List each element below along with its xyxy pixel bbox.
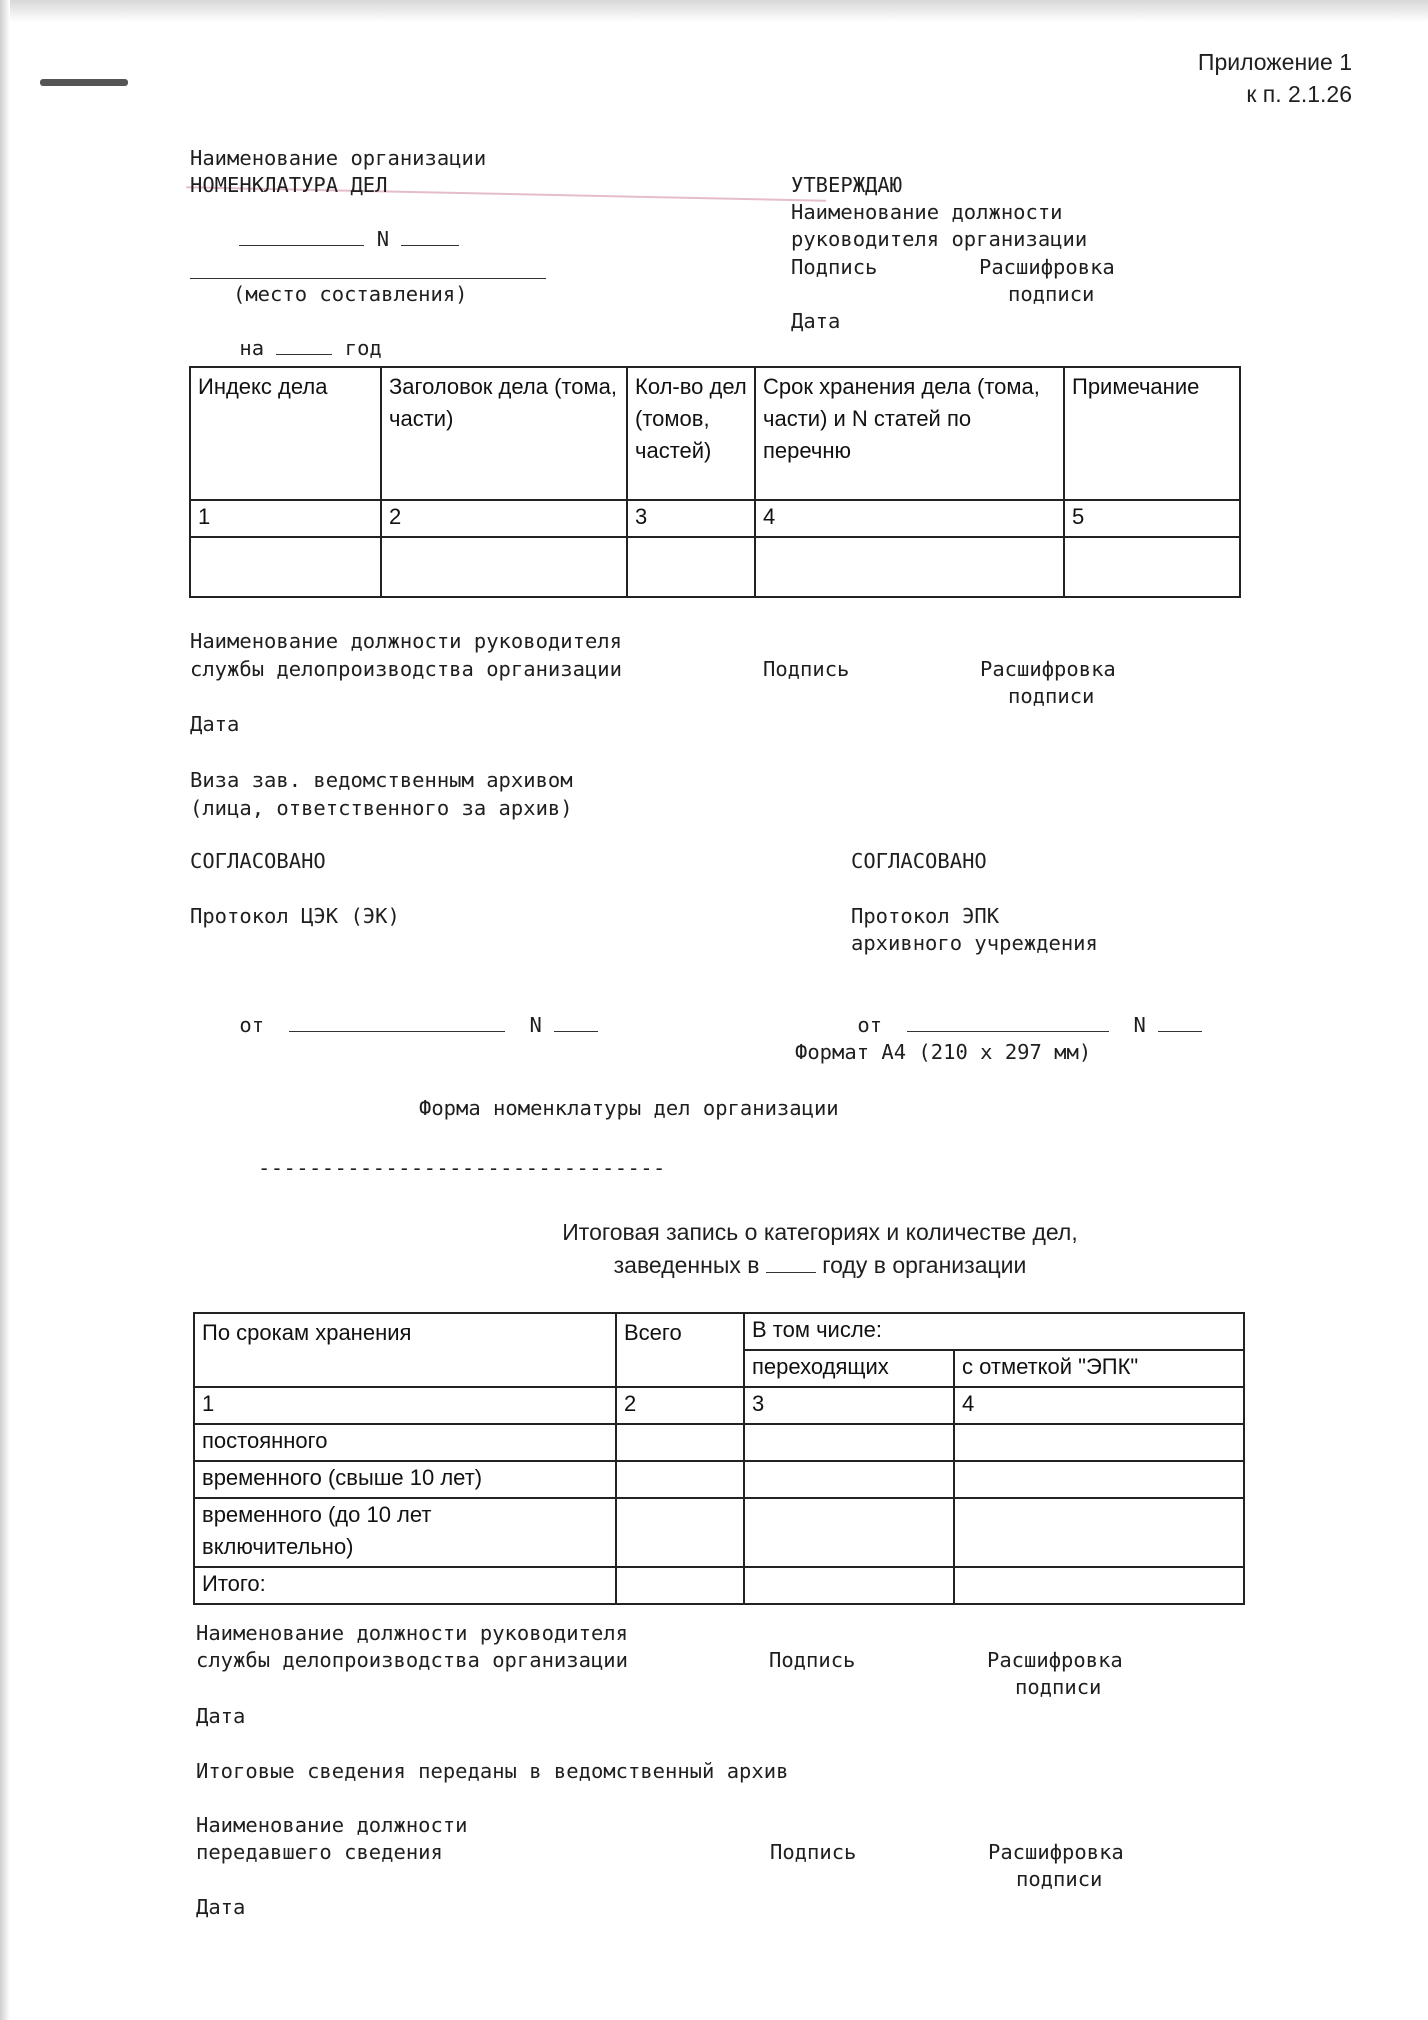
empty-cell	[954, 1498, 1244, 1567]
number-cell: 2	[381, 500, 627, 537]
doc-number-blank	[401, 227, 459, 246]
empty-cell	[954, 1461, 1244, 1498]
approval-title: УТВЕРЖДАЮ	[791, 173, 903, 197]
summary-title-suffix: году в организации	[822, 1252, 1027, 1278]
dashed-separator: --------------------------------	[258, 1156, 666, 1180]
signoff2-line-1: Наименование должности руководителя	[196, 1621, 628, 1645]
summary-header-row	[194, 1313, 1244, 1350]
org-name: Наименование организации	[190, 146, 487, 170]
empty-cell	[744, 1424, 954, 1461]
doc-title: НОМЕНКЛАТУРА ДЕЛ	[190, 173, 388, 197]
visa-line-1: Виза зав. ведомственным архивом	[190, 768, 573, 792]
number-cell: 1	[190, 500, 381, 537]
summary-table	[193, 1312, 1245, 1605]
number-sign: N	[376, 227, 390, 251]
appendix-label	[1198, 46, 1352, 110]
number-cell: 1	[194, 1387, 616, 1424]
empty-cell	[616, 1498, 744, 1567]
header-cell: В том числе:	[744, 1313, 1244, 1350]
signoff1-signature: Подпись	[763, 657, 850, 681]
number-cell: 4	[954, 1387, 1244, 1424]
row-label: постоянного	[194, 1424, 616, 1461]
row-label: временного (до 10 лет включительно)	[194, 1498, 616, 1567]
table-header-row	[190, 367, 1240, 500]
approval-line-1: Наименование должности	[791, 200, 1063, 224]
agreed-right-date-blank	[907, 1013, 1109, 1032]
year-suffix: год	[344, 336, 382, 360]
summary-title-line-2	[520, 1249, 1120, 1282]
approval-line-2: руководителя организации	[791, 227, 1088, 251]
empty-cell	[744, 1461, 954, 1498]
signoff1-date: Дата	[190, 712, 240, 736]
agreed-right-protocol-1: Протокол ЭПК	[851, 904, 1000, 928]
empty-cell	[616, 1461, 744, 1498]
empty-cell	[1064, 537, 1240, 597]
approval-decoding-1: Расшифровка	[979, 255, 1115, 279]
place-caption: (место составления)	[233, 282, 468, 306]
empty-cell	[744, 1498, 954, 1567]
year-blank	[276, 336, 332, 355]
summary-title	[520, 1216, 1120, 1282]
summary-year-blank	[766, 1252, 816, 1273]
agreed-left-number: N	[529, 1013, 542, 1037]
signoff1-line-2: службы делопроизводства организации	[190, 657, 622, 681]
empty-cell	[616, 1424, 744, 1461]
summary-title-line-1: Итоговая запись о категориях и количестве дел,	[562, 1219, 1078, 1245]
number-cell: 4	[755, 500, 1064, 537]
signoff2-signature: Подпись	[769, 1648, 856, 1672]
number-cell: 3	[744, 1387, 954, 1424]
summary-number-row	[194, 1387, 1244, 1424]
number-cell: 3	[627, 500, 755, 537]
empty-cell	[954, 1567, 1244, 1604]
form-title: Форма номенклатуры дел организации	[419, 1096, 839, 1120]
signoff3-decoding-2: подписи	[1016, 1867, 1103, 1891]
number-cell: 5	[1064, 500, 1240, 537]
header-cell: Срок хранения дела (тома, части) и N статей по перечню	[755, 367, 1064, 500]
summary-row	[194, 1498, 1244, 1567]
agreed-left-title: СОГЛАСОВАНО	[190, 849, 326, 873]
empty-cell	[954, 1424, 1244, 1461]
header-cell: Всего	[616, 1313, 744, 1387]
table-empty-row	[190, 537, 1240, 597]
signoff1-decoding-2: подписи	[1008, 684, 1095, 708]
header-cell: с отметкой "ЭПК"	[954, 1350, 1244, 1387]
summary-row	[194, 1461, 1244, 1498]
agreed-left-protocol: Протокол ЦЭК (ЭК)	[190, 904, 400, 928]
empty-cell	[755, 537, 1064, 597]
table-number-row	[190, 500, 1240, 537]
empty-cell	[190, 537, 381, 597]
scan-edge-left	[0, 0, 10, 2020]
summary-row	[194, 1567, 1244, 1604]
header-cell: Заголовок дела (тома, части)	[381, 367, 627, 500]
visa-line-2: (лица, ответственного за архив)	[190, 796, 573, 820]
place-blank	[190, 278, 546, 279]
signoff2-decoding-2: подписи	[1015, 1675, 1102, 1699]
appendix-line-2: к п. 2.1.26	[1246, 81, 1352, 107]
approval-signature: Подпись	[791, 255, 878, 279]
signoff2-date: Дата	[196, 1704, 246, 1728]
staple-mark	[40, 79, 128, 86]
signoff2-line-2: службы делопроизводства организации	[196, 1648, 628, 1672]
agreed-right-from: от	[857, 1013, 883, 1037]
signoff3-line-2: передавшего сведения	[196, 1840, 443, 1864]
summary-title-prefix: заведенных в	[613, 1252, 760, 1278]
header-cell: По срокам хранения	[194, 1313, 616, 1387]
doc-date-blank	[239, 227, 364, 246]
signoff3-date: Дата	[196, 1895, 246, 1919]
approval-date: Дата	[791, 309, 841, 333]
signoff3-decoding-1: Расшифровка	[988, 1840, 1124, 1864]
row-label: временного (свыше 10 лет)	[194, 1461, 616, 1498]
signoff3-signature: Подпись	[770, 1840, 857, 1864]
summary-row	[194, 1424, 1244, 1461]
header-cell: переходящих	[744, 1350, 954, 1387]
header-cell: Индекс дела	[190, 367, 381, 500]
empty-cell	[744, 1567, 954, 1604]
appendix-line-1: Приложение 1	[1197, 49, 1352, 75]
transfer-note: Итоговые сведения переданы в ведомственный архив	[196, 1759, 789, 1783]
format-note: Формат А4 (210 x 297 мм)	[795, 1040, 1092, 1064]
number-cell: 2	[616, 1387, 744, 1424]
nomenclature-table	[189, 366, 1241, 598]
year-prefix: на	[239, 336, 265, 360]
header-cell: Кол-во дел (томов, частей)	[627, 367, 755, 500]
approval-decoding-2: подписи	[1008, 282, 1095, 306]
signoff1-line-1: Наименование должности руководителя	[190, 629, 622, 653]
signoff2-decoding-1: Расшифровка	[987, 1648, 1123, 1672]
empty-cell	[627, 537, 755, 597]
scan-edge-top	[0, 0, 1428, 22]
signoff3-line-1: Наименование должности	[196, 1813, 468, 1837]
agreed-right-number-blank	[1158, 1013, 1202, 1032]
empty-cell	[381, 537, 627, 597]
signoff1-decoding-1: Расшифровка	[980, 657, 1116, 681]
agreed-right-title: СОГЛАСОВАНО	[851, 849, 987, 873]
row-label: Итого:	[194, 1567, 616, 1604]
doc-number-line	[190, 199, 459, 280]
agreed-left-date-blank	[289, 1013, 505, 1032]
agreed-left-date-line	[190, 985, 598, 1066]
agreed-left-number-blank	[554, 1013, 598, 1032]
empty-cell	[616, 1567, 744, 1604]
agreed-left-from: от	[239, 1013, 265, 1037]
agreed-right-number: N	[1133, 1013, 1146, 1037]
agreed-right-protocol-2: архивного учреждения	[851, 931, 1098, 955]
header-cell: Примечание	[1064, 367, 1240, 500]
